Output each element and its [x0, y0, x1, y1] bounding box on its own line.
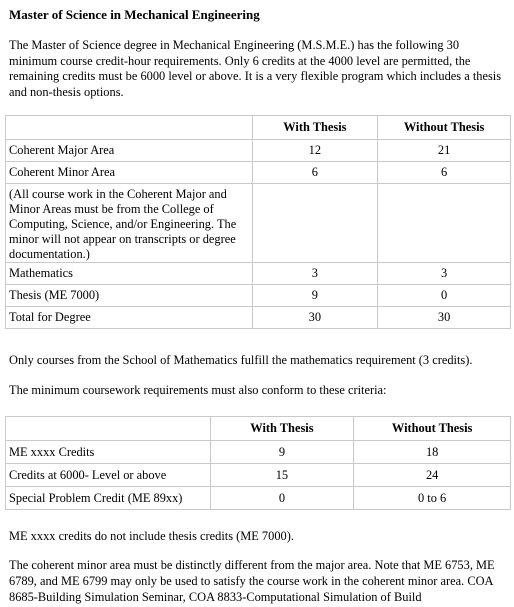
row-note-text: (All course work in the Coherent Major and Minor Areas must be from the College of Computing, Science, and/or Engineering. The minor will not appear on transcripts or degree documentation.) — [6, 184, 253, 263]
table-row — [6, 140, 511, 162]
row-label: Mathematics — [6, 263, 253, 285]
row-label: Coherent Major Area — [6, 140, 253, 162]
without-thesis-value: 18 — [354, 441, 511, 464]
row-label: Coherent Minor Area — [6, 162, 253, 184]
minor-area-paragraph: The coherent minor area must be distinctly different from the major area. Note that ME 6753, ME 6789, and ME 6799 may only be used to satisfy the course work in the coherent minor area. COA 8685-Building Simulation Seminar, COA 8833-Computational Simulation of Build — [9, 558, 495, 604]
row-label: Thesis (ME 7000) — [6, 285, 253, 307]
table-row — [6, 487, 511, 510]
header-cell-blank — [6, 417, 211, 441]
header-with-thesis: With Thesis — [252, 116, 378, 140]
without-thesis-value: 6 — [378, 162, 511, 184]
with-thesis-value: 0 — [210, 487, 354, 510]
with-thesis-value: 15 — [210, 464, 354, 487]
criteria-intro-paragraph: The minimum coursework requirements must also conform to these criteria: — [9, 383, 387, 397]
without-thesis-value: 21 — [378, 140, 511, 162]
table-total-row — [6, 307, 511, 329]
thesis-credit-note: ME xxxx credits do not include thesis credits (ME 7000). — [9, 529, 294, 543]
with-thesis-value — [252, 184, 378, 263]
credit-requirements-table — [5, 115, 511, 329]
without-thesis-total: 30 — [378, 307, 511, 329]
without-thesis-value: 24 — [354, 464, 511, 487]
with-thesis-value: 9 — [252, 285, 378, 307]
without-thesis-value: 0 — [378, 285, 511, 307]
table-row — [6, 285, 511, 307]
table-row — [6, 464, 511, 487]
header-with-thesis: With Thesis — [210, 417, 354, 441]
table-header-row — [6, 116, 511, 140]
with-thesis-value: 6 — [252, 162, 378, 184]
table-row-note — [6, 184, 511, 263]
header-without-thesis: Without Thesis — [378, 116, 511, 140]
with-thesis-value: 9 — [210, 441, 354, 464]
math-requirement-paragraph: Only courses from the School of Mathematics fulfill the mathematics requirement (3 credits). — [9, 353, 473, 367]
row-label: Total for Degree — [6, 307, 253, 329]
with-thesis-value: 12 — [252, 140, 378, 162]
row-label: ME xxxx Credits — [6, 441, 211, 464]
intro-paragraph: The Master of Science degree in Mechanical Engineering (M.S.M.E.) has the following 30 minimum course credit-hour requirements. Only 6 credits at the 4000 level are permitted, the remaining credits must be 6000 level or above. It is a very flexible program which includes a thesis and non-thesis options. — [9, 38, 502, 99]
with-thesis-total: 30 — [252, 307, 378, 329]
with-thesis-value: 3 — [252, 263, 378, 285]
row-label: Credits at 6000- Level or above — [6, 464, 211, 487]
without-thesis-value — [378, 184, 511, 263]
row-label: Special Problem Credit (ME 89xx) — [6, 487, 211, 510]
page-title: Master of Science in Mechanical Engineering — [9, 7, 260, 22]
table-row — [6, 162, 511, 184]
table-row — [6, 441, 511, 464]
table-row — [6, 263, 511, 285]
header-without-thesis: Without Thesis — [354, 417, 511, 441]
without-thesis-value: 0 to 6 — [354, 487, 511, 510]
table-header-row — [6, 417, 511, 441]
without-thesis-value: 3 — [378, 263, 511, 285]
coursework-criteria-table — [5, 416, 511, 510]
header-cell-blank — [6, 116, 253, 140]
